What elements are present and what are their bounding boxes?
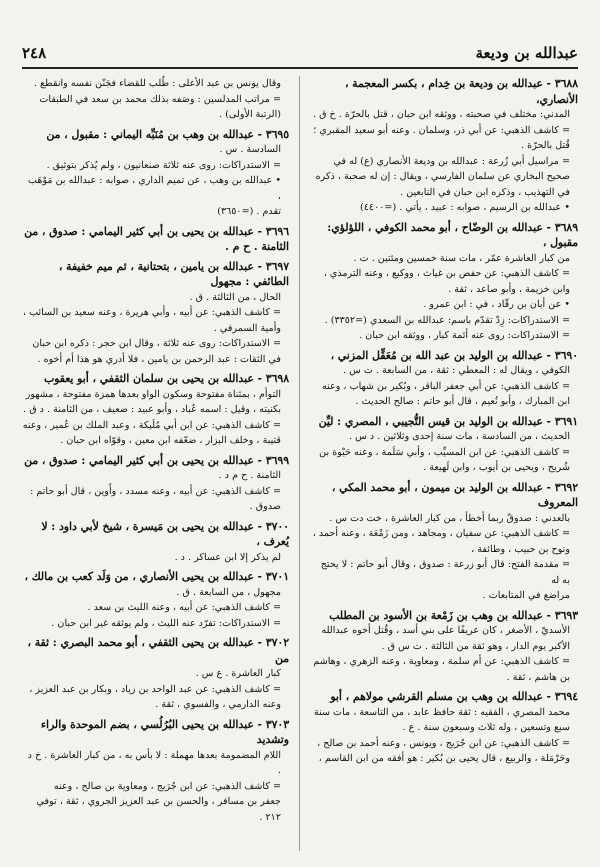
entry-heading: ٣٦٩٠ - عبدالله بن الوليد بن عبد الله بن مُعَقِّل المزني ، bbox=[330, 348, 578, 362]
running-title: عبدالله بن وديعة bbox=[475, 44, 578, 62]
entry-heading: ٣٦٩٥ - عبدالله بن وهب بن مُنَبِّه اليماني : مقبول ، من bbox=[46, 127, 289, 141]
entry-line: وأمية السمرفي . bbox=[213, 322, 281, 334]
biography-entry bbox=[22, 259, 289, 368]
entry-line: مجهول ، من السابعة . ق . bbox=[176, 586, 281, 598]
entry-line: = مراتب المدلسين : وصَفه بذلك محمد بن سعد في الطبقات bbox=[39, 93, 281, 105]
biography-entry bbox=[311, 220, 578, 344]
biography-entry bbox=[22, 224, 289, 255]
entry-line: = كاشف الذهبي: عن أبيه ، وأبي هريرة ، وعنه سعيد بن السائب ، bbox=[22, 307, 281, 318]
biography-entry bbox=[22, 371, 289, 449]
entry-line: = كاشف الذهبي: عن أم سلمة ، ومعاوية ، وعنه الزهري ، وهاشم bbox=[313, 656, 570, 667]
page-number: ٢٤٨ bbox=[22, 44, 47, 62]
entry-line: الأكبر يوم الدار ، وهو ثقة من الثالثة . ت س ق . bbox=[381, 640, 570, 652]
entry-line: مراضع في المتابعات . bbox=[482, 590, 570, 601]
entry-heading: ٣٦٩١ - عبدالله بن الوليد بن قيس التُّجيبي ، المصري : ليِّن bbox=[318, 414, 578, 428]
entry-line: (الرتبة الأولى) . bbox=[219, 109, 281, 120]
entry-line: ونوح بن حبيب ، وطائفة ، bbox=[471, 543, 570, 555]
entry-line: في الثقات : عبد الرحمن بن يامين ، فلا أدري هو هذا أم أخوه . bbox=[37, 353, 281, 365]
entry-line: الأسديّ ، الأصغر ، كان عريفًا على بني أسد ، وقُتل أخوه عبدالله bbox=[321, 625, 570, 636]
biography-entry bbox=[22, 635, 289, 713]
biography-entry bbox=[311, 689, 578, 767]
entry-heading: ٣٦٩٢ - عبدالله بن الوليد بن ميمون ، أبو محمد المكي ، المعروف bbox=[331, 480, 578, 509]
biography-entry bbox=[311, 76, 578, 216]
biography-entry bbox=[311, 348, 578, 410]
entry-heading: ٣٦٨٩ - عبدالله بن الوضّاح ، أبو محمد الكوفي ، اللؤلؤي: مقبول ، bbox=[327, 220, 578, 249]
entry-line: وحَرْمَلة ، والربيع ، قال يحيى بن بُكير : هو أفقه من ابن القاسم ، bbox=[318, 753, 570, 764]
page-header bbox=[22, 44, 578, 68]
entry-line: = كاشف الذهبي: عن ابن جُرَيج ، ويونس ، وعنه أحمد بن صالح ، bbox=[317, 737, 570, 749]
entry-line: قتيبة ، وخلف البزار ، ضعّفه ابن معين ، وقوّاه ابن حبان . bbox=[60, 435, 281, 446]
entry-heading: ٣٧٠٢ - عبدالله بن يحيى الثقفي ، أبو محمد البصري : ثقة ، من bbox=[27, 636, 289, 665]
entry-line: = كاشف الذهبي: عن أبيه ، وعنه مسدد ، وأَوين ، قال أبو حاتم : bbox=[30, 485, 281, 497]
entry-line: الحديث ، من السادسة ، مات سنة إحدى وثلاثين . د س . bbox=[349, 431, 570, 442]
entry-heading: ٣٦٨٨ - عبدالله بن وديعة بن خِدام ، بكسر المعجمة ، الأنصاري، bbox=[344, 77, 578, 106]
column-divider bbox=[299, 76, 300, 851]
biography-entry bbox=[22, 127, 289, 220]
entry-line: = كاشف الذهبي: عن أبي ذر، وسلمان . وعنه أبو سعيد المقبري ؛ bbox=[313, 124, 570, 136]
biography-entry bbox=[22, 76, 289, 123]
biography-entry bbox=[22, 717, 289, 826]
biography-entry bbox=[311, 608, 578, 686]
entry-line: = كاشف الذهبي: عن ابن جُرَيج ، ومعاوية بن صالح ، وعنه bbox=[53, 780, 281, 792]
entry-line: = كاشف الذهبي: عن عبد الواحد بن زياد ، وبكار بن عبد العزيز ، bbox=[29, 683, 281, 695]
entry-line: الكوفي ، ويقال له : المعطي : ثقة ، من السابعة . ت س . bbox=[343, 365, 570, 376]
entry-line: = كاشف الذهبي: عن حفص بن غياث ، ووكيع ، وعنه الترمذي ، bbox=[323, 268, 570, 279]
biography-entry bbox=[22, 453, 289, 515]
entry-line: محمد المصري ، الفقيه : ثقة حافظ عابد ، من التاسعة ، مات سنة bbox=[313, 706, 570, 718]
entry-line: = الاستدراكات: روى عنه أئمة كبار ، ووثقه ابن حبان . bbox=[359, 330, 570, 341]
entry-heading: ٣٧٠١ - عبدالله بن يحيى الأنصاري ، من وَلَد كعب بن مالك ، bbox=[24, 570, 289, 583]
entry-line: = مقدمة الفتح: قال أبو زرعة : صدوق ، وقال أبو حاتم : لا يحتج به له bbox=[320, 559, 570, 586]
entry-line: • عبدالله بن وهب ، عن تميم الداري ، صوابه : عبدالله بن مَوْهَب ، bbox=[27, 175, 281, 202]
entry-line: وعنه الدارمي ، والفسوي ، ثقة . bbox=[155, 699, 281, 710]
entry-line: لم يذكر إلا ابن عساكر . د . bbox=[174, 551, 281, 563]
biography-entry bbox=[311, 414, 578, 476]
entry-heading: ٣٦٩٤ - عبدالله بن وهب بن مسلم القرشي مولاهم ، أبو bbox=[330, 690, 578, 703]
entry-heading: ٣٦٩٩ - عبدالله بن يحيى بن أبي كثير اليمامي : صدوق ، من bbox=[24, 453, 289, 467]
entry-line: = الاستدراكات: روى عنه ثلاثة ، وقال ابن حجر : ذكره ابن حبان bbox=[32, 338, 281, 349]
entry-line: اللام المضمومة بعدها مهملة : لا بأس به ، من كبار العاشرة . خ د . bbox=[27, 749, 281, 776]
entry-line: صدوق . bbox=[249, 501, 281, 512]
entry-line: كبار العاشرة . ع س . bbox=[195, 668, 281, 679]
entry-line: = كاشف الذهبي: عن ابن المسيِّب ، وأبي سَلَمة ، وعنه حَيْوة بن bbox=[319, 446, 570, 458]
entry-heading: ٣٧٠٠ - عبدالله بن يحيى بن مَيسرة ، شيخ لأبي داود : لا يُعرف ، bbox=[41, 519, 289, 548]
entry-line: بالعدني : صدوقٌ ربما أخطأ ، من كبار العاشرة ، خت دت س . bbox=[329, 512, 570, 524]
entry-line: وابن خزيمة ، وأبو صاعد ، ثقة . bbox=[448, 283, 570, 295]
biography-entry bbox=[311, 480, 578, 604]
entry-line: تقدم . (=٣٦٥٠) bbox=[217, 206, 281, 217]
entry-heading: ٣٦٩٨ - عبدالله بن يحيى بن سلمان الثقفي ، أبو يعقوب bbox=[43, 372, 289, 385]
entry-line: = كاشف الذهبي: عن أبي جعفر الباقر ، وبُكير بن شهاب ، وعنه bbox=[321, 380, 570, 392]
entry-line: = كاشف الذهبي: عن سفيان ، ومجاهد ، ومن زَمْعَة ، وعنه أحمد ، bbox=[312, 528, 570, 539]
entry-line: المدني: مختلف في صحبته ، ووثقه ابن حبان ، قتل بالحرّة . خ ق . bbox=[312, 109, 570, 120]
entry-line: = كاشف الذهبي: عن ابن أبي مُلَيكة ، وعبد الملك بن عُمير ، وعنه bbox=[22, 419, 281, 431]
left-column bbox=[22, 76, 289, 829]
entry-line: الثامنة . ح م د . bbox=[218, 470, 281, 481]
entry-line: بن هاشم ، ثقة . bbox=[506, 671, 570, 683]
entry-line: الحال ، من الثالثة . ق . bbox=[189, 291, 281, 303]
entry-heading: ٣٧٠٣ - عبدالله بن يحيى البُرُلُسي ، بضم الموحدة والراء وتشديد bbox=[40, 717, 289, 746]
entry-line: = الاستدراكات: زِدْ تقدّم باسم: عبدالله بن السعدي (=٣٣٥٢) . bbox=[324, 314, 570, 326]
header-rule bbox=[22, 67, 578, 69]
entry-line: التوأم ، بمثناة مفتوحة وسكون الواو بعدها همزة مفتوحة ، مشهور bbox=[25, 388, 281, 400]
entry-line: = كاشف الذهبي: عن أبيه ، وعنه الليث بن سعد . bbox=[87, 602, 281, 613]
entry-line: في التهذيب ، وذكره ابن حبان في التابعين . bbox=[400, 186, 570, 198]
entry-line: من كبار العاشرة عمّر ، مات سنة خمسين ومئتين . ت . bbox=[353, 252, 570, 264]
entry-line: = الاستدراكات: تفرّد عنه الليث ، ولم يوثقه غير ابن حبان . bbox=[51, 617, 281, 629]
entry-line: السادسة . س . bbox=[219, 144, 281, 155]
entry-line: جعفر بن مسافر ، والحسن بن عبد العزيز الجروي ، ثقة ، توفي ٢١٢ . bbox=[36, 796, 281, 823]
entry-heading: ٣٦٩٦ - عبدالله بن يحيى بن أبي كثير اليمامي : صدوق ، من الثامنة . ح م . bbox=[24, 224, 289, 253]
entry-line: • عن أبان بن رقّاد ، في : ابن عمرو . bbox=[423, 299, 570, 310]
entry-line: • عبدالله بن الرسيم ، صوابه : عبيد ، يأتي . (=٤٤٠٠) bbox=[360, 202, 570, 213]
entry-line: صحيح البخاري عن سلمان الفارسي ، ويقال : إن له صحبة ، ذكره bbox=[315, 171, 570, 182]
entry-line: ابن المبارك ، وأبو نُعيم ، قال أبو حاتم : صالح الحديث . bbox=[355, 396, 570, 407]
right-column bbox=[311, 76, 578, 771]
biography-entry bbox=[22, 569, 289, 631]
biography-entry bbox=[22, 519, 289, 566]
entry-line: = الاستدراكات: روى عنه ثلاثة صنعانيون ، ولم يُذكر بتوثيق . bbox=[46, 159, 281, 171]
entry-line: قُتل بالحرّة . bbox=[521, 140, 570, 151]
entry-line: = مراسيل أبي زُرعة : عبدالله بن وديعة الأنصاري (ع) له في bbox=[333, 155, 570, 167]
entry-line: شُريح ، ويحيى بن أيوب ، وابن لَهيعة . bbox=[423, 462, 570, 473]
entry-line: وقال يونس بن عبد الأعلى : طُلب للقضاء فجَنّن نفسه وانقطع . bbox=[33, 78, 281, 89]
entry-heading: ٣٦٩٧ - عبدالله بن يامين ، بتحتانية ، ثم ميم خفيفة ، الطائفي : مجهول bbox=[58, 259, 289, 288]
entry-line: سبع وتسعين ، وله ثلاث وسبعون سنة . ع . bbox=[402, 722, 570, 733]
entry-line: بكنيته ، وقيل : اسمه عُباد ، وأبو عبيد : ضعيف ، من الثامنة . د ق . bbox=[23, 404, 281, 415]
entry-heading: ٣٦٩٣ - عبدالله بن وهب بن زَمْعة بن الأسود بن المطلب bbox=[329, 608, 578, 622]
